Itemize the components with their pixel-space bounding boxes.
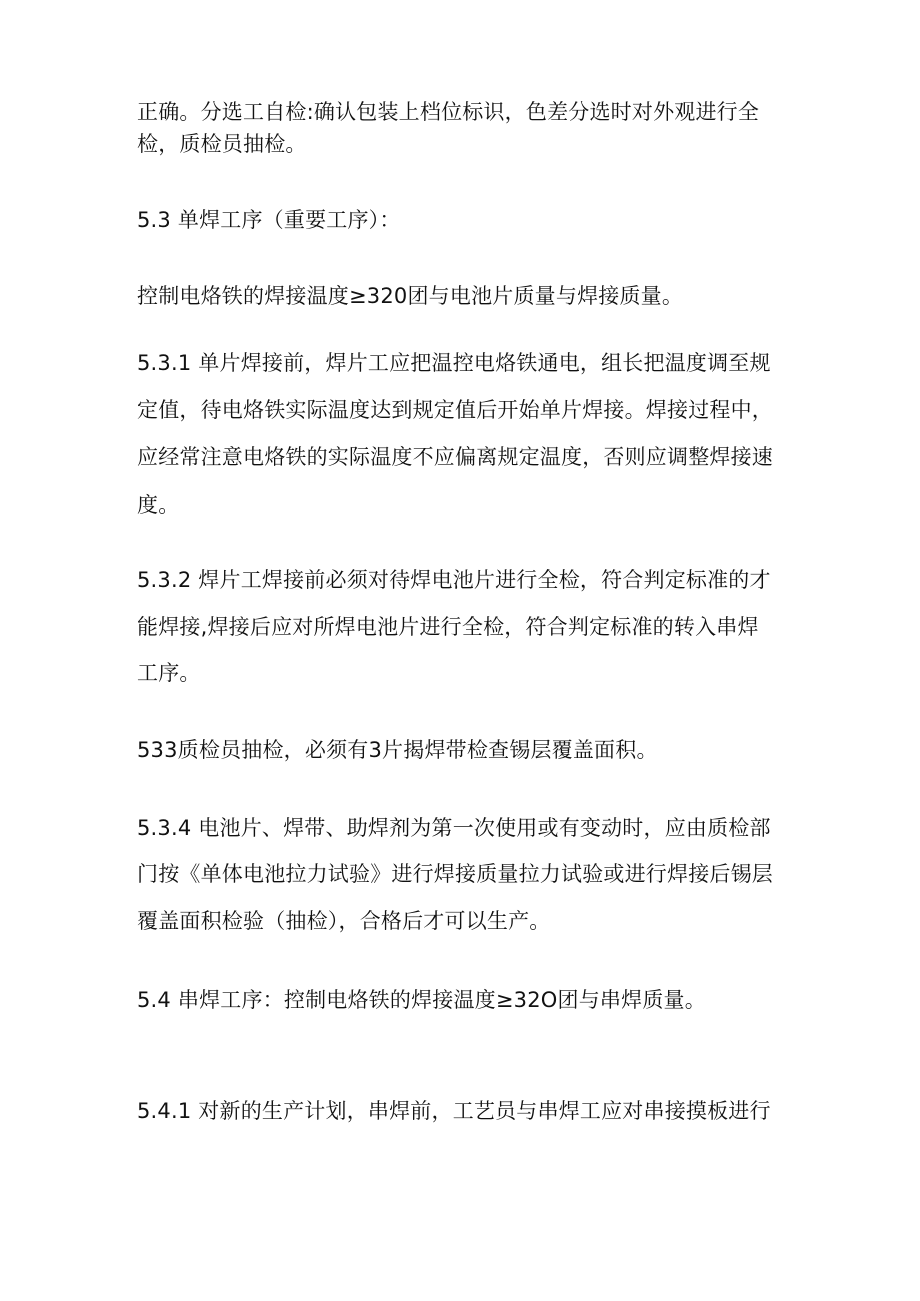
text-line: 533质检员抽检，必须有3片揭焊带检查锡层覆盖面积。 <box>137 738 658 762</box>
text-line: 5.3.2 焊片工焊接前必须对待焊电池片进行全检，符合判定标准的才 <box>137 568 771 592</box>
text-line: 正确。分选工自检:确认包装上档位标识，色差分选时对外观进行全 <box>137 100 760 124</box>
text-line: 控制电烙铁的焊接温度≥320团与电池片质量与焊接质量。 <box>137 284 684 308</box>
text-line: 工序。 <box>137 661 201 685</box>
text-line: 5.4.1 对新的生产计划，串焊前，工艺员与串焊工应对串接摸板进行 <box>137 1099 771 1123</box>
text-line: 覆盖面积检验（抽检），合格后才可以生产。 <box>137 909 551 933</box>
text-line: 应经常注意电烙铁的实际温度不应偏离规定温度，否则应调整焊接速 <box>137 445 773 469</box>
text-line: 5.3.4 电池片、焊带、助焊剂为第一次使用或有变动时，应由质检部 <box>137 816 771 840</box>
text-line: 度。 <box>137 493 180 517</box>
text-line: 能焊接,焊接后应对所焊电池片进行全检，符合判定标准的转入串焊 <box>137 615 759 639</box>
text-line: 5.3.1 单片焊接前，焊片工应把温控电烙铁通电，组长把温度调至规 <box>137 351 771 375</box>
text-line: 门按《单体电池拉力试验》进行焊接质量拉力试验或进行焊接后锡层 <box>137 862 773 886</box>
section-heading: 5.4 串焊工序：控制电烙铁的焊接温度≥32O团与串焊质量。 <box>137 988 706 1012</box>
text-line: 检，质检员抽检。 <box>137 132 307 156</box>
text-line: 定值，待电烙铁实际温度达到规定值后开始单片焊接。焊接过程中， <box>137 398 773 422</box>
section-heading: 5.3 单焊工序（重要工序）： <box>137 208 401 232</box>
